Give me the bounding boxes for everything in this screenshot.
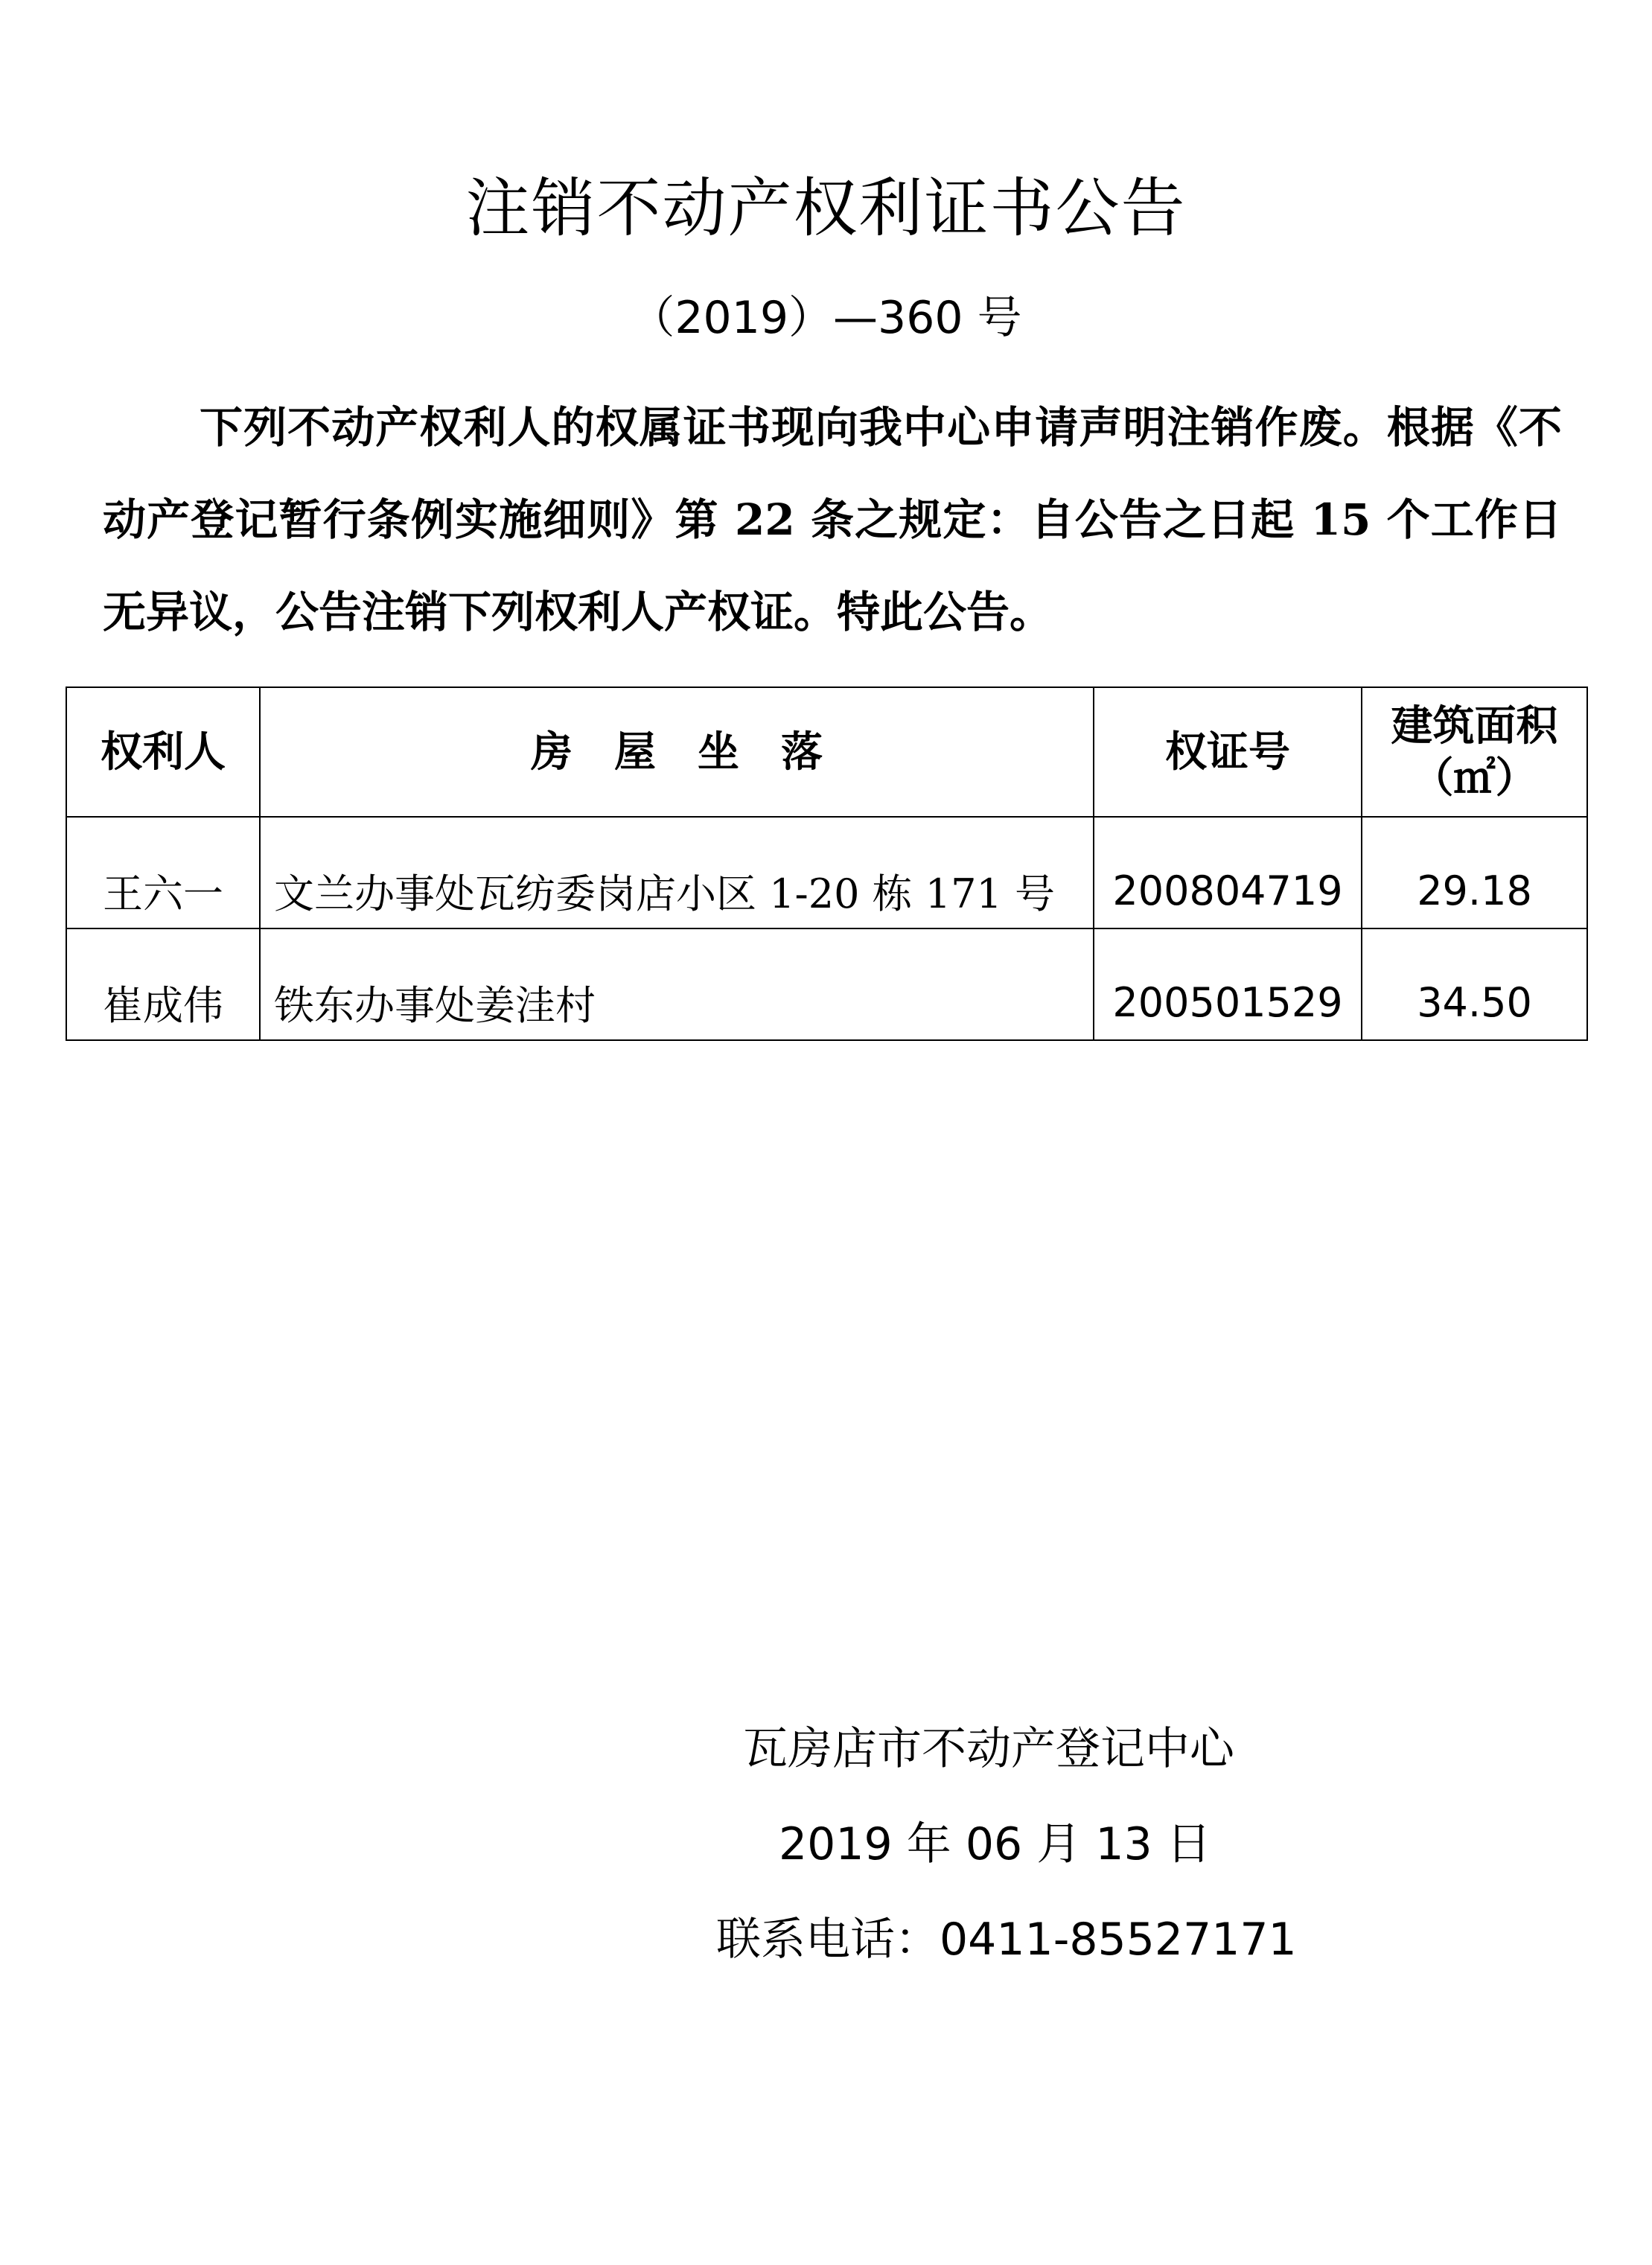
cell-area: 34.50 xyxy=(1362,928,1587,1040)
notice-number: （2019）—360 号 xyxy=(630,292,1022,344)
contact-phone: 联系电话：0411-85527171 xyxy=(716,1914,1297,1966)
table-row xyxy=(66,817,1587,928)
cell-holder: 王六一 xyxy=(66,817,260,928)
notice-title: 注销不动产权利证书公告 xyxy=(465,171,1187,246)
notice-body: 下列不动产权利人的权属证书现向我中心申请声明注销作废。根据《不动产登记暂行条例实施细则》第 22 条之规定：自公告之日起 15 个工作日无异议，公告注销下列权利人产权证。特此公告。 xyxy=(103,402,1562,637)
issue-date: 2019 年 06 月 13 日 xyxy=(779,1818,1211,1870)
issuer-name: 瓦房店市不动产登记中心 xyxy=(743,1723,1234,1775)
records-table xyxy=(66,686,1588,1041)
cell-area: 29.18 xyxy=(1362,817,1587,928)
header-certificate: 权证号 xyxy=(1094,687,1362,817)
header-holder: 权利人 xyxy=(66,687,260,817)
cell-holder: 崔成伟 xyxy=(66,928,260,1040)
table-row xyxy=(66,928,1587,1040)
cell-certificate: 200804719 xyxy=(1094,817,1362,928)
header-address: 房 屋 坐 落 xyxy=(260,687,1094,817)
header-area-unit: （㎡） xyxy=(1412,754,1537,803)
header-area xyxy=(1362,687,1587,817)
cell-certificate: 200501529 xyxy=(1094,928,1362,1040)
table-header-row xyxy=(66,687,1587,817)
header-area-label: 建筑面积 xyxy=(1391,701,1558,751)
cell-address: 文兰办事处瓦纺委岗店小区 1-20 栋 171 号 xyxy=(260,817,1094,928)
cell-address: 铁东办事处姜洼村 xyxy=(260,928,1094,1040)
